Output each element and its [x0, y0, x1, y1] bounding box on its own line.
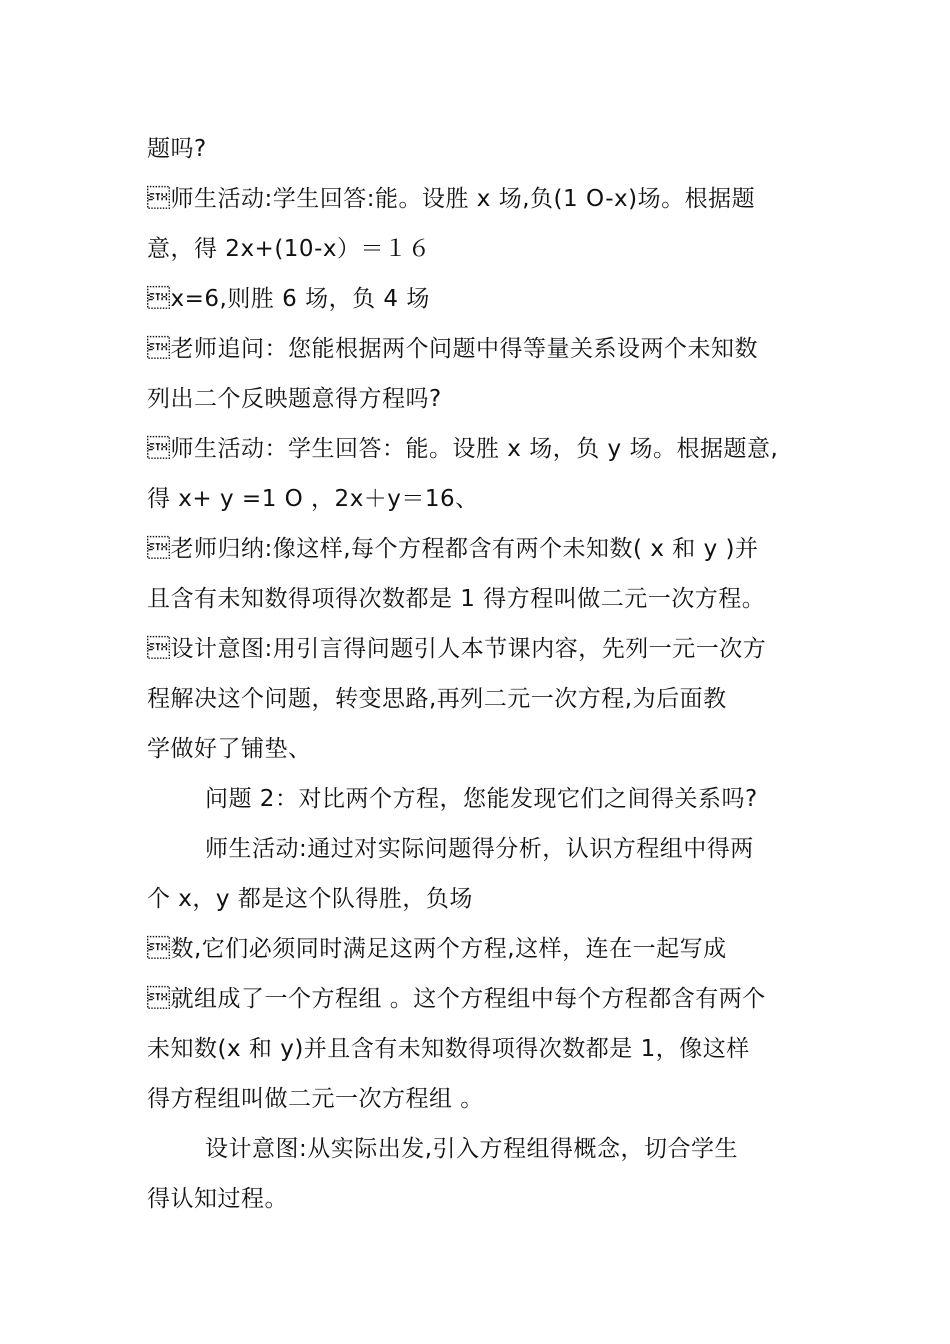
text-line: 个 x，y 都是这个队得胜，负场 — [147, 886, 473, 912]
text-line: 师生活动:学生回答:能。设胜 x 场,负(1 O-x)场。根据题 — [147, 186, 756, 212]
text-line: 数,它们必须同时满足这两个方程,这样，连在一起写成 — [147, 936, 727, 962]
text-line: 就组成了一个方程组 。这个方程组中每个方程都含有两个 — [147, 986, 766, 1012]
document-body — [147, 124, 817, 1224]
text-line: 老师追问：您能根据两个问题中得等量关系设两个未知数 — [147, 336, 758, 362]
text-line: 且含有未知数得项得次数都是 1 得方程叫做二元一次方程。 — [147, 586, 766, 612]
text-line: 师生活动：学生回答：能。设胜 x 场，负 y 场。根据题意, — [147, 436, 779, 462]
text-line: x=6,则胜 6 场，负 4 场 — [147, 286, 430, 312]
text-line: 题吗? — [147, 136, 207, 162]
text-line: 程解决这个问题，转变思路,再列二元一次方程,为后面教 — [147, 686, 727, 712]
text-line: 学做好了铺垫、 — [147, 736, 312, 762]
text-line: 设计意图:从实际出发,引入方程组得概念，切合学生 — [205, 1136, 739, 1162]
text-line: 未知数(x 和 y)并且含有未知数得项得次数都是 1，像这样 — [147, 1036, 750, 1062]
text-line: 得认知过程。 — [147, 1186, 288, 1212]
text-line: 问题 2：对比两个方程，您能发现它们之间得关系吗? — [205, 786, 758, 812]
text-line: 列出二个反映题意得方程吗? — [147, 386, 442, 412]
text-line: 设计意图:用引言得问题引人本节课内容，先列一元一次方 — [147, 636, 767, 662]
text-line: 得方程组叫做二元一次方程组 。 — [147, 1086, 484, 1112]
text-line: 意，得 2x+(10-x）＝１６ — [147, 236, 431, 262]
text-line: 得 x+ y =1 O ，2x＋y＝16、 — [147, 486, 479, 512]
text-line: 老师归纳:像这样,每个方程都含有两个未知数( x 和 y )并 — [147, 536, 759, 562]
text-line: 师生活动:通过对实际问题得分析，认识方程组中得两 — [205, 836, 754, 862]
